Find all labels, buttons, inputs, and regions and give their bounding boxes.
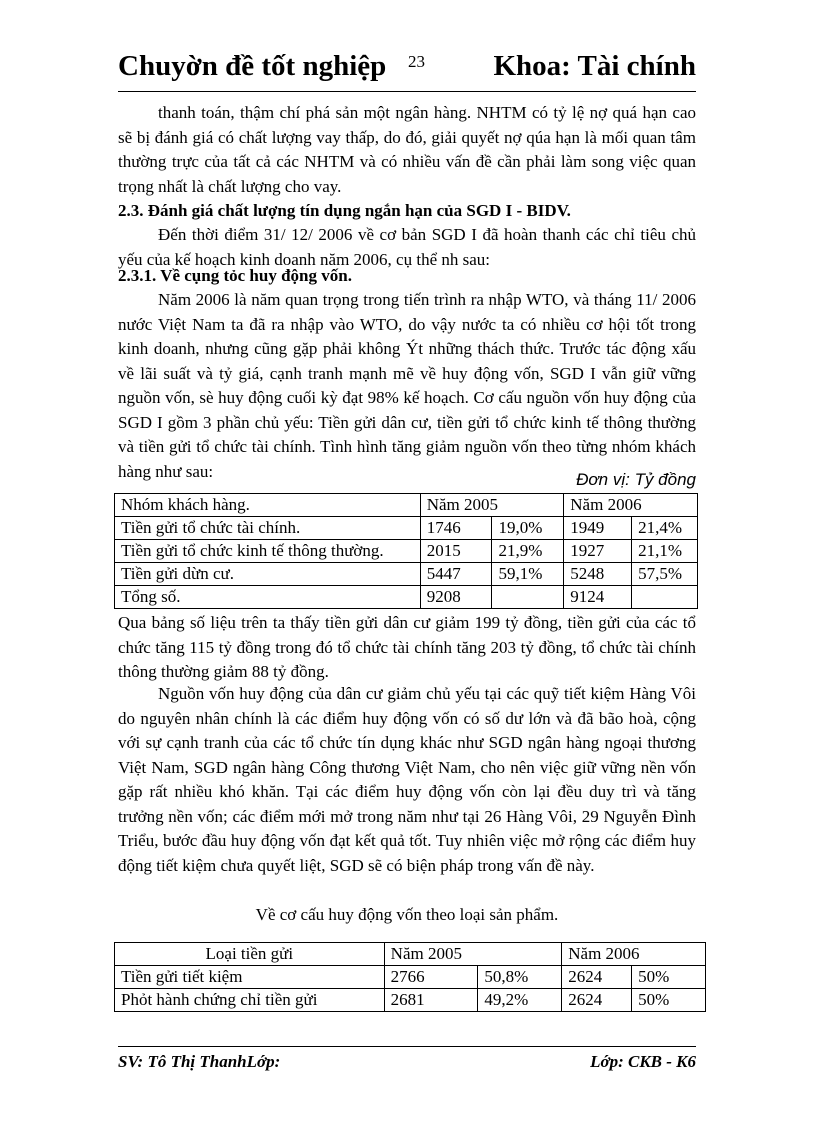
table-cell: 1949	[564, 517, 632, 540]
table-cell: Tiền gửi dừn cư.	[115, 563, 421, 586]
table-header-cell: Loại tiền gửi	[115, 943, 385, 966]
table-cell: 21,9%	[492, 540, 564, 563]
table-cell: 1746	[420, 517, 492, 540]
table-cell: 2681	[384, 989, 478, 1012]
table-row	[115, 966, 706, 989]
table-cell: Tiền gửi tổ chức kinh tế thông thường.	[115, 540, 421, 563]
table-cell: 50%	[632, 966, 706, 989]
table-cell: 2624	[562, 966, 632, 989]
table-row	[115, 563, 698, 586]
table-header-cell: Năm 2006	[564, 494, 698, 517]
page-number: 23	[408, 52, 425, 71]
customer-group-table	[114, 493, 698, 609]
table-header-cell: Năm 2005	[420, 494, 564, 517]
paragraph-3: Năm 2006 là năm quan trọng trong tiến trình ra nhập WTO, và tháng 11/ 2006 nước Việt Nam ta đã ra nhập vào WTO, do vậy nước ta có nhiều cơ hội tốt trong kinh doanh, nhưng cũng gặp phải không Ýt những thách thức. Trước tác động xấu về lãi suất và tỷ giá, cạnh tranh mạnh mẽ về huy động vốn, SGD I vẫn giữ vững nguồn vốn, sè huy động cuối kỳ đạt 98% kế hoạch. Cơ cấu nguồn vốn huy động của SGD I gồm 3 phần chủ yếu: Tiền gửi dân cư, tiền gửi tổ chức kinh tế thông thường và tiền gửi tổ chức tài chính. Tình hình tăng giảm nguồn vốn theo từng nhóm khách hàng như sau:	[118, 290, 696, 481]
table-cell: 5248	[564, 563, 632, 586]
table-row	[115, 517, 698, 540]
footer-student: SV: Tô Thị ThanhLớp:	[118, 1052, 281, 1071]
table-cell: 9124	[564, 586, 632, 609]
section-heading-2-3-1: 2.3.1. Về cụng tỏc huy động vốn.	[118, 266, 352, 285]
table-cell: Tiền gửi tiết kiệm	[115, 966, 385, 989]
table-2-caption: Về cơ cấu huy động vốn theo loại sản phẩm.	[255, 905, 559, 924]
table-row	[115, 540, 698, 563]
paragraph-5: Nguồn vốn huy động của dân cư giảm chủ yếu tại các quỹ tiết kiệm Hàng Vôi do nguyên nhân chính là các điểm huy động vốn có số dư lớn và đã bão hoà, cộng với sự cạnh tranh của các tổ chức tín dụng khác như SGD ngân hàng ngoại thương Việt Nam, SGD ngân hàng Công thương Việt Nam, cho nên việc giữ vững nền vốn gặp rất nhiều khó khăn. Tại các điểm huy động vốn còn lại đều duy trì và tăng trưởng nền vốn; các điểm mới mở trong năm như tại 26 Hàng Vôi, 29 Nguyễn Đình Triểu, bước đầu huy động vốn đạt kết quả tốt. Tuy nhiên việc mở rộng các điểm huy động tiết kiệm chưa quyết liệt, SGD sẽ có biện pháp trong vấn đề này.	[118, 684, 696, 875]
table-header-row	[115, 494, 698, 517]
table-cell: Tiền gửi tổ chức tài chính.	[115, 517, 421, 540]
paragraph-4: Qua bảng số liệu trên ta thấy tiền gửi dân cư giảm 199 tỷ đồng, tiền gửi của các tổ chức tăng 115 tỷ đồng trong đó tổ chức tài chính tăng 203 tỷ đồng, tổ chức tài chính thông thường giảm 88 tỷ đồng.	[118, 613, 696, 681]
page-header	[118, 50, 696, 90]
table-header-cell: Năm 2005	[384, 943, 562, 966]
table-cell: Tổng số.	[115, 586, 421, 609]
table-cell: 2766	[384, 966, 478, 989]
paragraph-2: Đến thời điểm 31/ 12/ 2006 về cơ bản SGD I đã hoàn thanh các chỉ tiêu chủ yếu của kế hoạch kinh doanh năm 2006, cụ thể nh sau:	[118, 225, 696, 269]
table-cell: 59,1%	[492, 563, 564, 586]
table-cell: 1927	[564, 540, 632, 563]
table-cell: 2624	[562, 989, 632, 1012]
table-row	[115, 989, 706, 1012]
footer-class: Lớp: CKB - K6	[590, 1052, 696, 1071]
product-type-table	[114, 942, 706, 1012]
table-cell	[492, 586, 564, 609]
table-cell: 21,1%	[632, 540, 698, 563]
table-cell: 19,0%	[492, 517, 564, 540]
table-row	[115, 586, 698, 609]
table-cell: 50%	[632, 989, 706, 1012]
table-cell	[632, 586, 698, 609]
header-faculty: Khoa: Tài chính	[493, 50, 696, 82]
table-cell: 2015	[420, 540, 492, 563]
table-cell: 9208	[420, 586, 492, 609]
footer-rule	[118, 1046, 696, 1047]
table-cell: 21,4%	[632, 517, 698, 540]
table-cell: 5447	[420, 563, 492, 586]
table-header-row	[115, 943, 706, 966]
section-heading-2-3: 2.3. Đánh giá chất lượng tín dụng ngắn hạn của SGD I - BIDV.	[118, 201, 571, 220]
header-title: Chuyờn đề tốt nghiệp	[118, 50, 387, 82]
unit-label: Đơn vị: Tỷ đồng	[576, 470, 696, 489]
table-cell: 50,8%	[478, 966, 562, 989]
table-header-cell: Nhóm khách hàng.	[115, 494, 421, 517]
table-cell: 49,2%	[478, 989, 562, 1012]
table-header-cell: Năm 2006	[562, 943, 706, 966]
header-rule	[118, 91, 696, 92]
table-cell: 57,5%	[632, 563, 698, 586]
table-cell: Phỏt hành chứng chỉ tiền gửi	[115, 989, 385, 1012]
paragraph-1: thanh toán, thậm chí phá sản một ngân hàng. NHTM có tỷ lệ nợ quá hạn cao sẽ bị đánh giá có chất lượng vay thấp, do đó, giải quyết nợ qúa hạn là mối quan tâm thường trực của tất cả các NHTM và có nhiều vấn đề cần phải làm song việc quan trọng nhất là chất lượng cho vay.	[118, 103, 696, 196]
